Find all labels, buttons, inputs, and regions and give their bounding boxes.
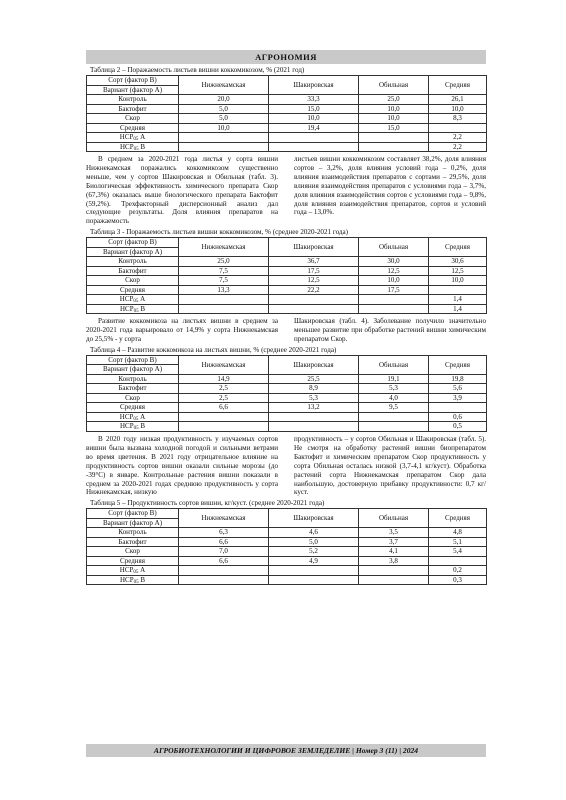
table-cell-empty xyxy=(269,566,359,576)
nsr-subscript: 05 xyxy=(133,308,139,314)
nsr-subscript: 05 xyxy=(133,416,139,422)
table-cell: 5,0 xyxy=(179,114,269,124)
table-row-nsr xyxy=(87,566,487,576)
row-label: Контроль xyxy=(87,257,179,267)
table-cell xyxy=(429,123,487,133)
table-header-row xyxy=(87,238,487,257)
row-label: Бактофит xyxy=(87,266,179,276)
table-cell: 25,0 xyxy=(179,257,269,267)
table-row xyxy=(87,114,487,124)
nsr-text: НСР xyxy=(119,304,134,313)
table-cell-empty xyxy=(179,304,269,314)
table-cell-empty xyxy=(269,412,359,422)
table5 xyxy=(86,508,487,585)
row-label: Скор xyxy=(87,393,179,403)
column-header: Обильная xyxy=(359,76,429,95)
table-row-nsr xyxy=(87,142,487,152)
nsr-label xyxy=(87,295,179,305)
corner-factor-b: Сорт (фактор В) xyxy=(87,356,178,366)
table4-caption: Таблица 4 – Развитие коккомикоза на листьях вишни, % (среднее 2020-2021 года) xyxy=(90,345,337,354)
corner-factor-b: Сорт (фактор В) xyxy=(87,238,178,248)
table-cell: 5,3 xyxy=(269,393,359,403)
nsr-subscript: 05 xyxy=(133,570,139,576)
nsr-value: 0,6 xyxy=(429,412,487,422)
table-row xyxy=(87,547,487,557)
table-cell: 5,2 xyxy=(269,547,359,557)
table-corner-cell xyxy=(87,509,179,528)
nsr-subscript: 05 xyxy=(133,579,139,585)
table-row xyxy=(87,257,487,267)
row-label: Контроль xyxy=(87,528,179,538)
table-cell: 2,5 xyxy=(179,384,269,394)
table-cell xyxy=(429,285,487,295)
table-cell: 19,1 xyxy=(359,374,429,384)
table-cell-empty xyxy=(179,412,269,422)
table-cell: 9,5 xyxy=(359,403,429,413)
nsr-text: НСР xyxy=(119,575,134,584)
row-label: Средняя xyxy=(87,285,179,295)
table-row-nsr xyxy=(87,412,487,422)
table-row-nsr xyxy=(87,133,487,143)
nsr-text: НСР xyxy=(119,142,134,151)
table-cell-empty xyxy=(359,566,429,576)
row-label: Бактофит xyxy=(87,104,179,114)
column-header: Средняя xyxy=(429,238,487,257)
table-cell: 5,0 xyxy=(179,104,269,114)
table-cell: 4,9 xyxy=(269,556,359,566)
table-cell: 4,6 xyxy=(269,528,359,538)
table-cell-empty xyxy=(269,575,359,585)
nsr-text: НСР xyxy=(119,566,134,575)
table2-caption: Таблица 2 – Поражаемость листьев вишни коккомикозом, % (2021 год) xyxy=(90,66,305,74)
table-cell: 19,4 xyxy=(269,123,359,133)
table-cell: 13,2 xyxy=(269,403,359,413)
table-cell-empty xyxy=(179,422,269,432)
nsr-factor: В xyxy=(138,422,146,431)
column-header: Шакировская xyxy=(269,355,359,374)
table-cell: 10,0 xyxy=(359,276,429,286)
table-cell: 10,0 xyxy=(269,114,359,124)
row-label: Скор xyxy=(87,547,179,557)
text-block-1-right: листьев вишни коккомикозом составляет 38,2%, доля влияния сортов – 3,2%, доля влияния условий года – 0,2%, доля влияния взаимодействия препаратов с сортами – 29,5%, доля влияния взаимодействия препаратов с условиями года – 3,7%, доля влияния взаимодействия сортов с условиями года – 9,8%, доля влияния взаимодействия препаратов, сортов и условий года – 13,0%. xyxy=(294,155,486,217)
table-cell-empty xyxy=(269,422,359,432)
row-label: Бактофит xyxy=(87,537,179,547)
table-row xyxy=(87,403,487,413)
table-row-nsr xyxy=(87,575,487,585)
journal-footer: АГРОБИОТЕХНОЛОГИИ И ЦИФРОВОЕ ЗЕМЛЕДЕЛИЕ | Номер 3 (11) | 2024 xyxy=(86,744,486,757)
table-cell: 17,5 xyxy=(269,266,359,276)
table-cell: 3,5 xyxy=(359,528,429,538)
table-cell: 10,0 xyxy=(179,123,269,133)
table-row xyxy=(87,556,487,566)
page-content xyxy=(86,50,486,585)
table-cell: 26,1 xyxy=(429,95,487,105)
nsr-value: 0,5 xyxy=(429,422,487,432)
table-cell: 7,5 xyxy=(179,276,269,286)
nsr-subscript: 05 xyxy=(133,137,139,142)
column-header: Средняя xyxy=(429,76,487,95)
table-cell-empty xyxy=(359,304,429,314)
table-cell-empty xyxy=(359,295,429,305)
nsr-factor: А xyxy=(138,412,146,421)
table-cell: 22,2 xyxy=(269,285,359,295)
table-cell: 5,3 xyxy=(359,384,429,394)
nsr-value: 0,3 xyxy=(429,575,487,585)
corner-factor-a: Вариант (фактор А) xyxy=(102,365,163,374)
nsr-label xyxy=(87,422,179,432)
table-cell: 3,8 xyxy=(359,556,429,566)
row-label: Бактофит xyxy=(87,384,179,394)
table-cell: 25,0 xyxy=(359,95,429,105)
nsr-factor: В xyxy=(138,575,146,584)
table-cell-empty xyxy=(179,133,269,143)
table-cell: 17,5 xyxy=(359,285,429,295)
table-cell-empty xyxy=(179,566,269,576)
table-cell: 14,9 xyxy=(179,374,269,384)
table-cell: 8,9 xyxy=(269,384,359,394)
table-cell: 2,5 xyxy=(179,393,269,403)
table-cell: 12,5 xyxy=(359,266,429,276)
table-cell-empty xyxy=(179,575,269,585)
table-cell-empty xyxy=(179,295,269,305)
table2 xyxy=(86,75,487,152)
table-cell: 6,3 xyxy=(179,528,269,538)
table-corner-cell xyxy=(87,355,179,374)
row-label: Скор xyxy=(87,114,179,124)
nsr-value: 2,2 xyxy=(429,133,487,143)
table-cell: 12,5 xyxy=(269,276,359,286)
nsr-text: НСР xyxy=(119,412,134,421)
nsr-label xyxy=(87,133,179,143)
table-cell: 10,0 xyxy=(429,104,487,114)
table-cell: 8,3 xyxy=(429,114,487,124)
text-block-3 xyxy=(86,435,486,497)
table-row xyxy=(87,384,487,394)
table-corner-cell xyxy=(87,238,179,257)
corner-factor-a: Вариант (фактор А) xyxy=(102,85,163,94)
text-block-2-right: Шакировская (табл. 4). Заболевание получило значительно меньшее развитие при обработке растений вишни химическим препаратом Скор. xyxy=(294,317,486,344)
table-row-nsr xyxy=(87,304,487,314)
table-cell-empty xyxy=(359,133,429,143)
nsr-label xyxy=(87,566,179,576)
row-label: Контроль xyxy=(87,374,179,384)
corner-factor-a: Вариант (фактор А) xyxy=(102,247,163,256)
table-cell-empty xyxy=(179,142,269,152)
nsr-text: НСР xyxy=(119,295,134,304)
column-header: Обильная xyxy=(359,509,429,528)
text-block-2-left: Развитие коккомикоза на листьях вишни в среднем за 2020-2021 года варьировало от 14,9% у сорта Нижнекамская до 25,5% - у сорта xyxy=(86,317,278,344)
table-cell: 36,7 xyxy=(269,257,359,267)
row-label: Средняя xyxy=(87,556,179,566)
nsr-text: НСР xyxy=(119,133,134,141)
column-header: Нижнекамская xyxy=(179,76,269,95)
text-block-1 xyxy=(86,155,486,226)
table-row-nsr xyxy=(87,295,487,305)
table-row xyxy=(87,95,487,105)
table-cell: 4,8 xyxy=(429,528,487,538)
table-cell-empty xyxy=(359,142,429,152)
table-cell: 10,0 xyxy=(359,114,429,124)
table-row xyxy=(87,374,487,384)
table-cell-empty xyxy=(269,133,359,143)
table3-caption: Таблица 3 - Поражаемость листьев вишни коккомикозом, % (среднее 2020-2021 года) xyxy=(90,228,349,237)
table-cell: 6,6 xyxy=(179,556,269,566)
column-header: Средняя xyxy=(429,509,487,528)
table-row-nsr xyxy=(87,422,487,432)
table-cell: 15,0 xyxy=(269,104,359,114)
nsr-label xyxy=(87,304,179,314)
nsr-factor: А xyxy=(138,566,146,575)
table-header-row xyxy=(87,509,487,528)
table-header-row xyxy=(87,355,487,374)
nsr-value: 1,4 xyxy=(429,304,487,314)
column-header: Средняя xyxy=(429,355,487,374)
table-cell: 3,7 xyxy=(359,537,429,547)
table-cell: 5,4 xyxy=(429,547,487,557)
table-cell: 30,0 xyxy=(359,257,429,267)
table-cell: 4,0 xyxy=(359,393,429,403)
table-cell-empty xyxy=(269,142,359,152)
table-cell: 5,6 xyxy=(429,384,487,394)
table-cell: 15,0 xyxy=(359,123,429,133)
column-header: Шакировская xyxy=(269,238,359,257)
nsr-value: 1,4 xyxy=(429,295,487,305)
column-header: Нижнекамская xyxy=(179,509,269,528)
nsr-subscript: 05 xyxy=(133,426,139,432)
table-cell-empty xyxy=(359,575,429,585)
nsr-label xyxy=(87,575,179,585)
table-row xyxy=(87,123,487,133)
column-header: Нижнекамская xyxy=(179,238,269,257)
table-cell: 5,1 xyxy=(429,537,487,547)
column-header: Обильная xyxy=(359,238,429,257)
table-cell: 7,0 xyxy=(179,547,269,557)
column-header: Шакировская xyxy=(269,509,359,528)
table-cell: 10,0 xyxy=(359,104,429,114)
section-header: АГРОНОМИЯ xyxy=(86,50,486,64)
table-row xyxy=(87,266,487,276)
table-cell-empty xyxy=(269,304,359,314)
row-label: Скор xyxy=(87,276,179,286)
column-header: Обильная xyxy=(359,355,429,374)
row-label: Контроль xyxy=(87,95,179,105)
nsr-factor: А xyxy=(138,295,146,304)
nsr-factor: А xyxy=(138,133,146,141)
table-cell xyxy=(429,403,487,413)
nsr-factor: В xyxy=(138,304,146,313)
table-cell: 5,0 xyxy=(269,537,359,547)
table4 xyxy=(86,355,487,432)
table3 xyxy=(86,237,487,314)
table-row xyxy=(87,104,487,114)
row-label: Средняя xyxy=(87,123,179,133)
table-cell: 30,6 xyxy=(429,257,487,267)
nsr-value: 0,2 xyxy=(429,566,487,576)
table-cell: 6,6 xyxy=(179,537,269,547)
table-header-row xyxy=(87,76,487,95)
table-cell: 19,8 xyxy=(429,374,487,384)
column-header: Шакировская xyxy=(269,76,359,95)
nsr-subscript: 05 xyxy=(133,146,139,152)
corner-factor-a: Вариант (фактор А) xyxy=(102,518,163,527)
table-row xyxy=(87,393,487,403)
table-row xyxy=(87,285,487,295)
column-header: Нижнекамская xyxy=(179,355,269,374)
nsr-label xyxy=(87,412,179,422)
nsr-factor: В xyxy=(138,142,146,151)
table-cell-empty xyxy=(269,295,359,305)
text-block-3-left: В 2020 году низкая продуктивность у изучаемых сортов вишни была вызвана холодной погодой и сильными ветрами во время цветения. В 2021 году отрицательное влияние на продуктивность сортов вишни оказали сильные морозы (до -39°С) в январе. Контрольные растения вишни показали в среднем за 2020-2021 годах среднюю продуктивность у сорта Нижнекамская, низкую xyxy=(86,434,278,497)
table-cell-empty xyxy=(359,422,429,432)
table-row xyxy=(87,537,487,547)
text-block-2 xyxy=(86,317,486,344)
corner-factor-b: Сорт (фактор В) xyxy=(87,76,178,86)
table-cell-empty xyxy=(359,412,429,422)
table-cell: 6,6 xyxy=(179,403,269,413)
table-corner-cell xyxy=(87,76,179,95)
table5-caption: Таблица 5 – Продуктивность сортов вишни, кг/куст. (среднее 2020-2021 года) xyxy=(90,499,325,508)
table-cell: 10,0 xyxy=(429,276,487,286)
table-row xyxy=(87,276,487,286)
text-block-3-right: продуктивность – у сортов Обильная и Шакировская (табл. 5). Не смотря на обработку растений вишни биопрепаратом Бактофит и химическим препаратом Скор продуктивность у сорта Обильная осталась низкой (3,7-4,1 кг/куст). Обработка растений сорта Нижнекамская препаратом Скор дала наибольшую, достоверную прибавку продуктивности: 0,7 кг/куст. xyxy=(294,434,486,497)
corner-factor-b: Сорт (фактор В) xyxy=(87,509,178,519)
row-label: Средняя xyxy=(87,403,179,413)
table-cell: 12,5 xyxy=(429,266,487,276)
table-row xyxy=(87,528,487,538)
nsr-text: НСР xyxy=(119,422,134,431)
nsr-label xyxy=(87,142,179,152)
table-cell xyxy=(429,556,487,566)
table-cell: 33,3 xyxy=(269,95,359,105)
table-cell: 13,3 xyxy=(179,285,269,295)
nsr-value: 2,2 xyxy=(429,142,487,152)
table-cell: 20,0 xyxy=(179,95,269,105)
table-cell: 3,9 xyxy=(429,393,487,403)
text-block-1-left: В среднем за 2020-2021 года листья у сорта вишни Нижнекамская поражались коккомикозом существенно меньше, чем у сортов Шакировская и Обильная (табл. 3). Биологическая эффективность химического препарата Скор (67,3%) оказалась выше биологического препарата Бактофит (59,2%). Трехфакторный дисперсионный анализ дал следующие результаты. Доля влияния препаратов на поражаемость xyxy=(86,155,278,226)
table-cell: 25,5 xyxy=(269,374,359,384)
table-cell: 7,5 xyxy=(179,266,269,276)
nsr-subscript: 05 xyxy=(133,299,139,305)
table-cell: 4,1 xyxy=(359,547,429,557)
